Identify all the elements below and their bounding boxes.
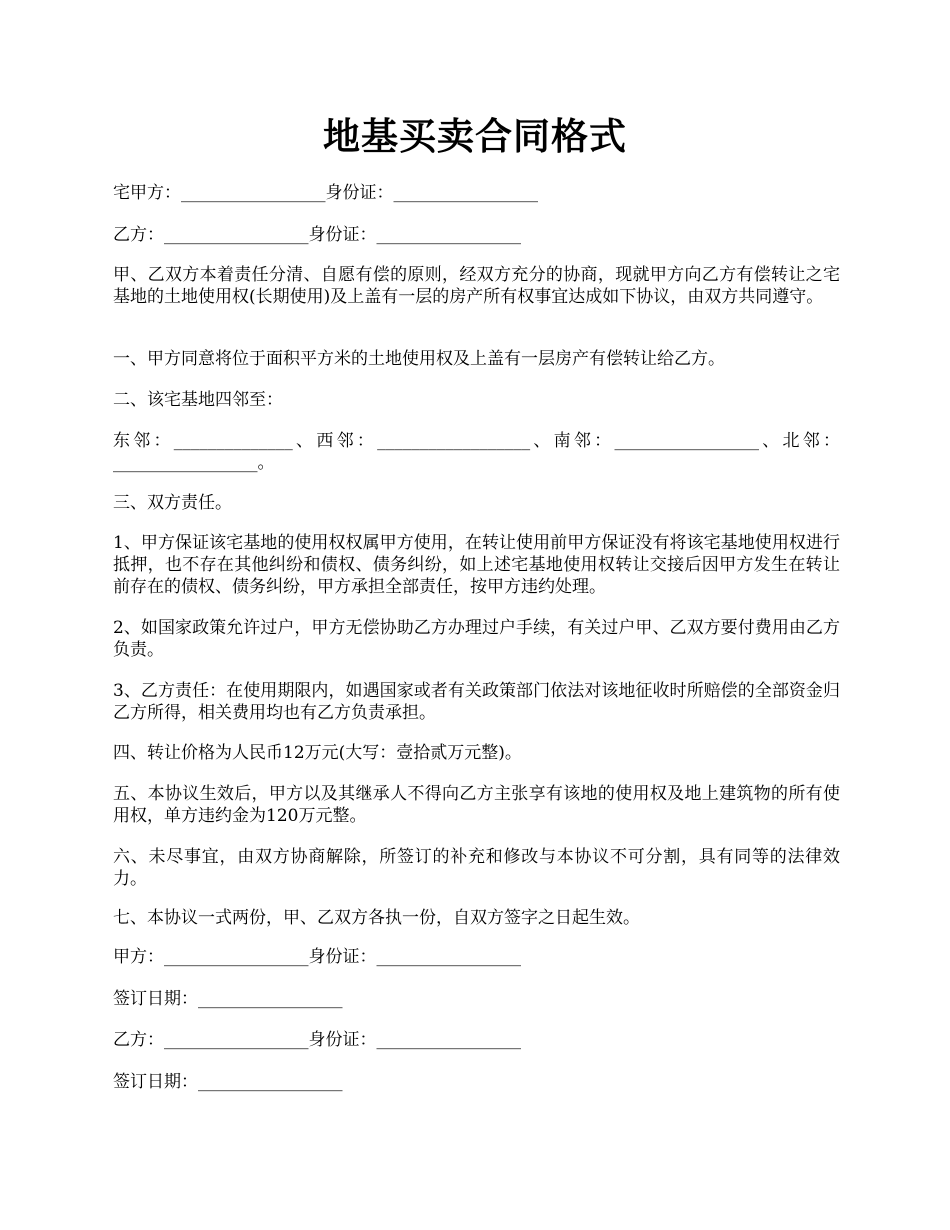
clause-5: 五、本协议生效后，甲方以及其继承人不得向乙方主张享有该地的使用权及地上建筑物的所有使用权，单方违约金为120万元整。: [113, 784, 840, 826]
clause-3-heading: 三、双方责任。: [113, 493, 232, 513]
clause-3-item-2: 2、如国家政策允许过户，甲方无偿协助乙方办理过户手续，有关过户甲、乙双方要付费用由乙方负责。: [113, 618, 840, 660]
signing-date-b: 签订日期：_________________: [113, 1072, 343, 1092]
clause-2-heading: 二、该宅基地四邻至：: [113, 390, 283, 410]
neighbors-line: 东邻：______________、西邻：__________________、南邻：_________________、北邻：_________________。: [113, 431, 840, 473]
clause-4: 四、转让价格为人民币12万元(大写：壹拾贰万元整)。: [113, 743, 522, 763]
signature-party-b: 乙方：_________________身份证：_________________: [113, 1030, 521, 1050]
party-b-id-line: 乙方：_________________身份证：_________________: [113, 225, 521, 245]
clause-3-item-3: 3、乙方责任：在使用期限内，如遇国家或者有关政策部门依法对该地征收时所赔偿的全部资金归乙方所得，相关费用均也有乙方负责承担。: [113, 681, 840, 723]
clause-6: 六、未尽事宜，由双方协商解除，所签订的补充和修改与本协议不可分割，具有同等的法律效力。: [113, 847, 840, 889]
document-title: 地基买卖合同格式: [323, 114, 627, 158]
signature-party-a: 甲方：_________________身份证：_________________: [113, 947, 521, 967]
party-a-id-line: 宅甲方：_________________身份证：_________________: [113, 183, 538, 203]
clause-1: 一、甲方同意将位于面积平方米的土地使用权及上盖有一层房产有偿转让给乙方。: [113, 349, 725, 369]
signing-date-a: 签订日期：_________________: [113, 989, 343, 1009]
preamble-paragraph: 甲、乙双方本着责任分清、自愿有偿的原则，经双方充分的协商，现就甲方向乙方有偿转让之宅基地的土地使用权(长期使用)及上盖有一层的房产所有权事宜达成如下协议，由双方共同遵守。: [113, 265, 840, 307]
clause-3-item-1: 1、甲方保证该宅基地的使用权权属甲方使用，在转让使用前甲方保证没有将该宅基地使用权进行抵押，也不存在其他纠纷和债权、债务纠纷，如上述宅基地使用权转让交接后因甲方发生在转让前存在的债权、债务纠纷，甲方承担全部责任，按甲方违约处理。: [113, 533, 840, 597]
clause-7: 七、本协议一式两份，甲、乙双方各执一份，自双方签字之日起生效。: [113, 908, 640, 928]
